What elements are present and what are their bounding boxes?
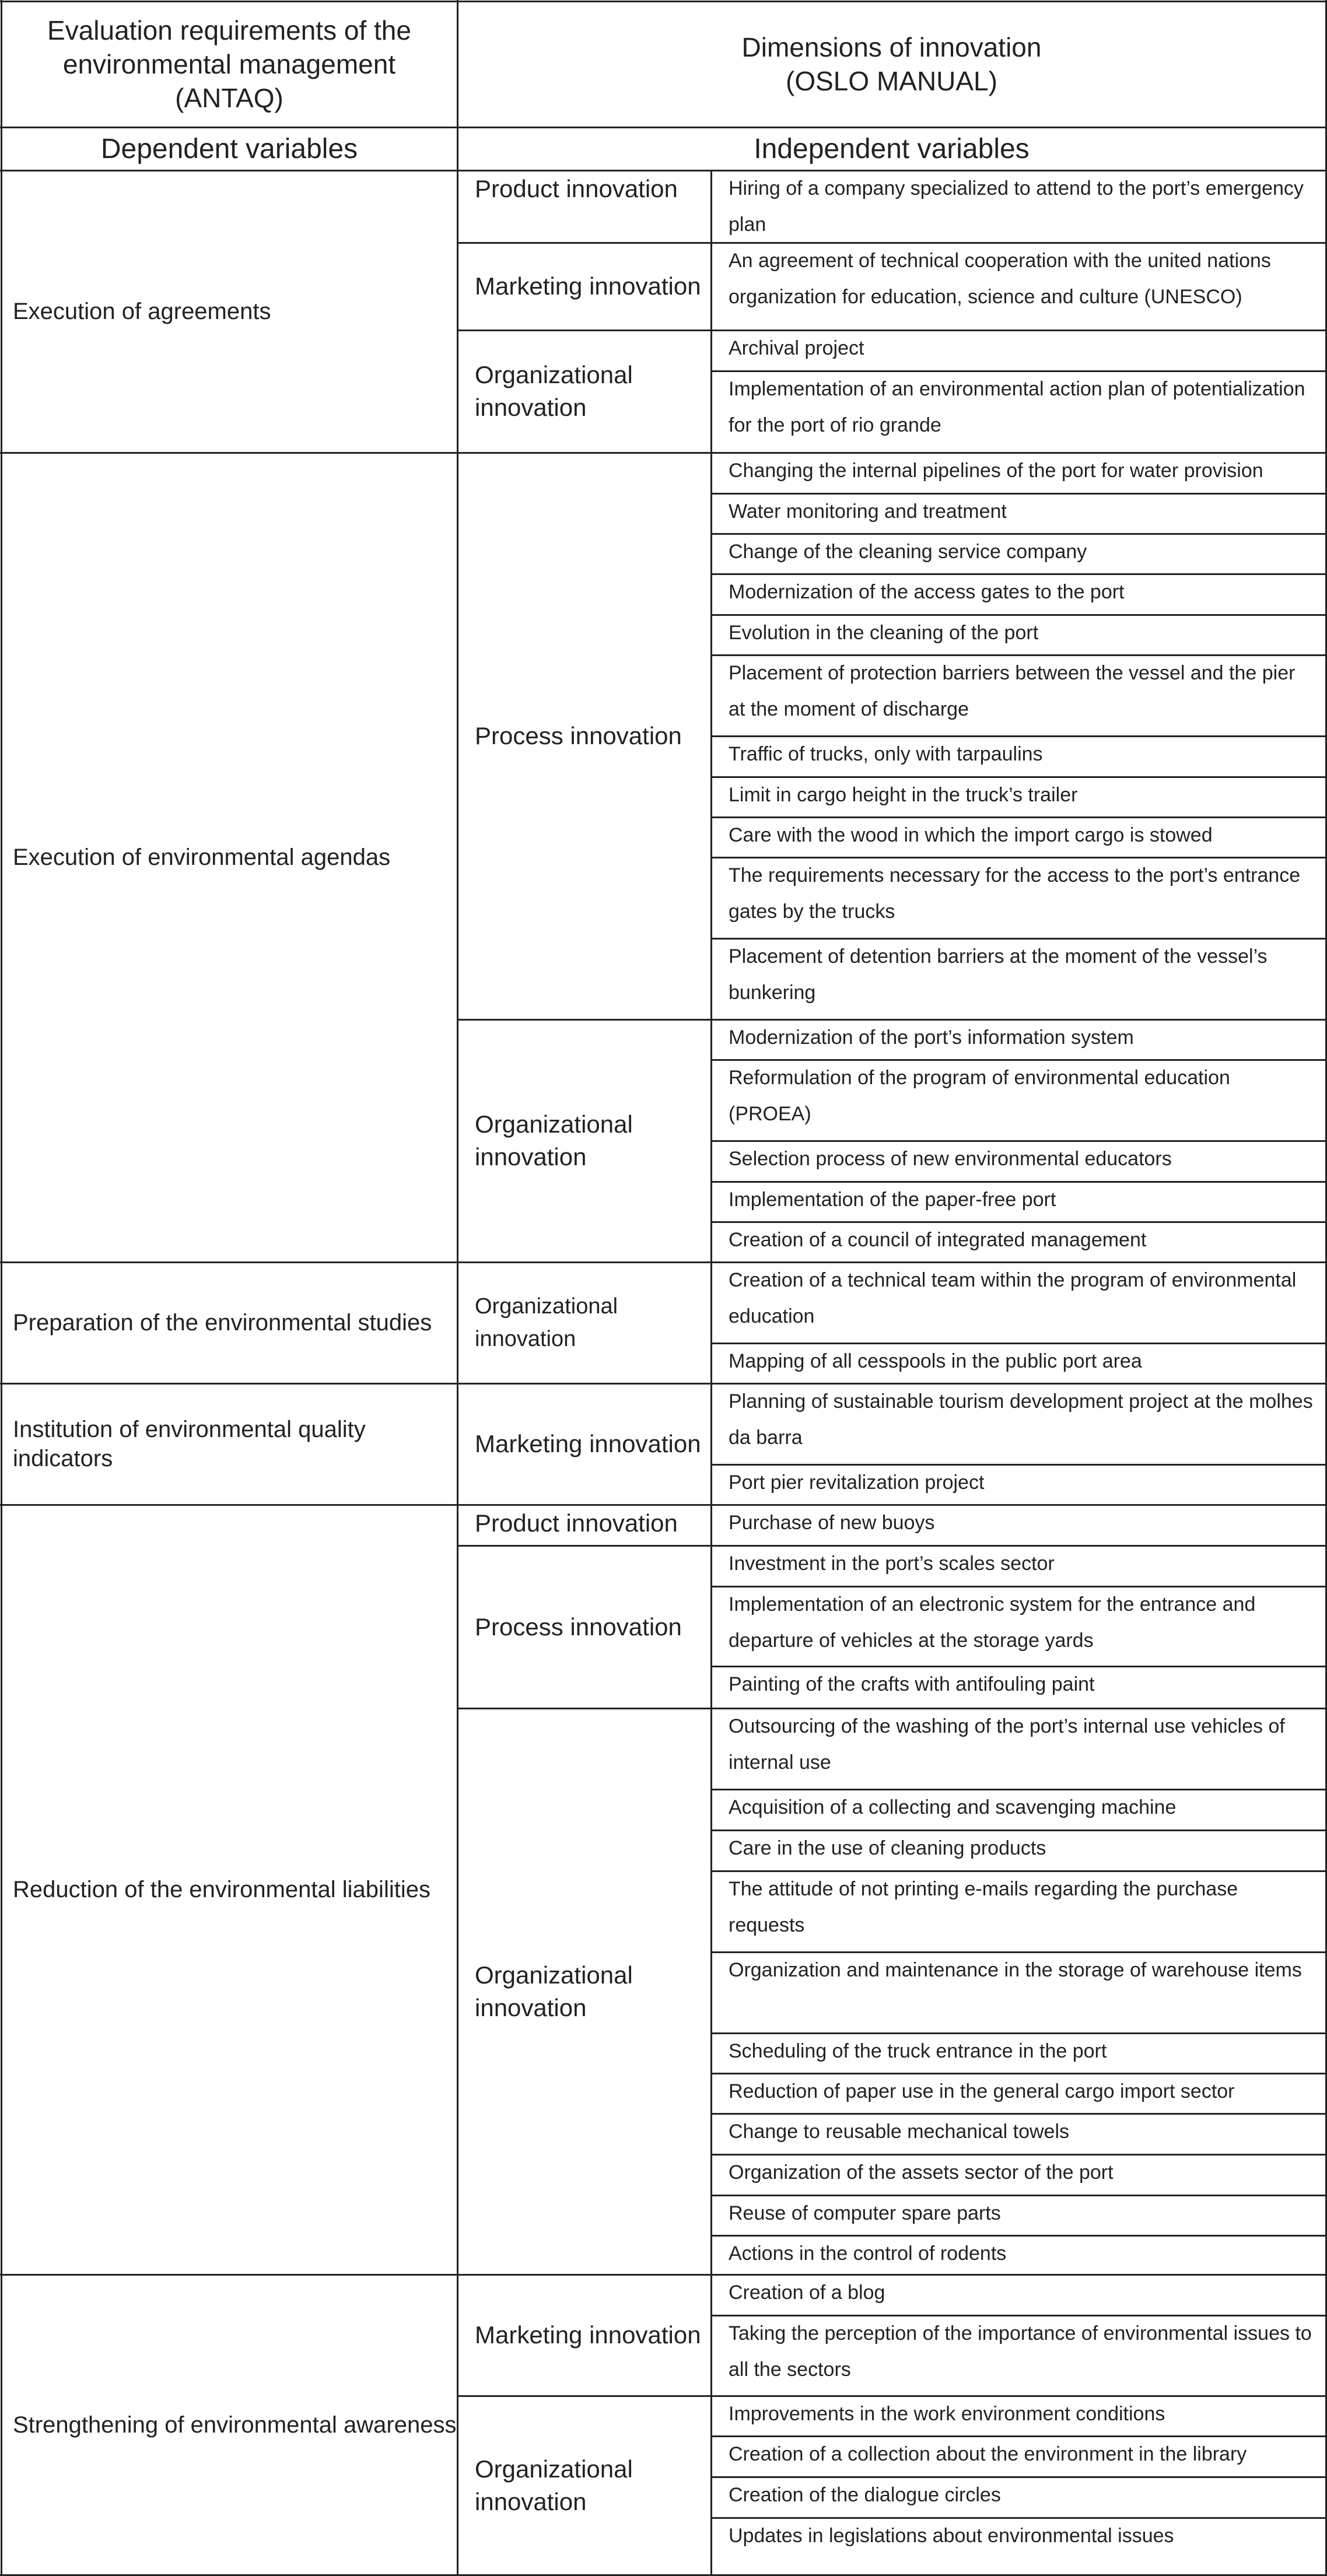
independent-variable-item: Modernization of the port’s information system — [729, 1026, 1134, 1049]
independent-variable-item: Placement of protection barriers between the vessel and the pier at the moment of discharge — [729, 662, 1296, 720]
dependent-variable: Preparation of the environmental studies — [13, 1310, 432, 1336]
innovation-dimension: Organizational innovation — [475, 1961, 633, 2021]
independent-variable-item: Creation of a technical team within the program of environmental education — [729, 1269, 1297, 1327]
dependent-variable: Strengthening of environmental awareness — [13, 2412, 457, 2438]
innovation-dimension: Product innovation — [475, 175, 678, 202]
innovation-dimension: Organizational innovation — [475, 361, 633, 421]
independent-variable-item: Change to reusable mechanical towels — [729, 2121, 1070, 2143]
dimensions-header — [457, 1, 1326, 127]
independent-variable-item: Improvements in the work environment conditions — [729, 2403, 1165, 2425]
independent-variable-item: Implementation of an electronic system for the entrance and departure of vehicles at the storage yards — [729, 1593, 1256, 1652]
independent-variable-item: Reformulation of the program of environmental education (PROEA) — [729, 1067, 1230, 1125]
independent-variable-item: Planning of sustainable tourism development project at the molhes da barra — [729, 1390, 1313, 1449]
independent-variables-header: Independent variables — [754, 133, 1030, 164]
independent-variable-item: Creation of a collection about the environment in the library — [729, 2443, 1247, 2465]
independent-variable-item: Modernization of the access gates to the port — [729, 581, 1125, 603]
independent-variable-item: Outsourcing of the washing of the port’s internal use vehicles of internal use — [729, 1715, 1285, 1774]
independent-variable-item: Updates in legislations about environmental issues — [729, 2525, 1174, 2547]
independent-variable-item: Change of the cleaning service company — [729, 541, 1087, 563]
innovation-dimension: Organizational innovation — [475, 1294, 618, 1351]
dependent-variable: Reduction of the environmental liabilities — [13, 1877, 430, 1902]
independent-variable-item: Port pier revitalization project — [729, 1471, 985, 1494]
innovation-dimension: Marketing innovation — [475, 272, 701, 300]
dependent-variable: Execution of environmental agendas — [13, 844, 391, 870]
independent-variable-item: Creation of a blog — [729, 2281, 885, 2304]
independent-variable-item: Hiring of a company specialized to attend to the port’s emergency plan — [729, 177, 1304, 236]
innovation-dimension: Process innovation — [475, 722, 682, 749]
independent-variable-item: Evolution in the cleaning of the port — [729, 622, 1039, 644]
independent-variable-item: Taking the perception of the importance of environmental issues to all the sectors — [729, 2322, 1312, 2381]
dependent-variables-header: Dependent variables — [100, 133, 358, 164]
independent-variable-item: Limit in cargo height in the truck’s trailer — [729, 784, 1078, 806]
independent-variable-item: Mapping of all cesspools in the public port area — [729, 1350, 1142, 1372]
independent-variable-item: Care in the use of cleaning products — [729, 1837, 1046, 1859]
independent-variable-item: Scheduling of the truck entrance in the port — [729, 2040, 1107, 2062]
independent-variable-item: Selection process of new environmental educators — [729, 1148, 1172, 1170]
dependent-variable: Execution of agreements — [13, 299, 271, 324]
independent-variable-item: An agreement of technical cooperation with the united nations organization for education, science and culture (UNESCO) — [729, 250, 1271, 308]
independent-variable-item: Implementation of an environmental action plan of potentialization for the port of rio grande — [729, 378, 1305, 436]
independent-variable-item: Painting of the crafts with antifouling paint — [729, 1673, 1095, 1695]
evaluation-header: Evaluation requirements of the environmental management (ANTAQ) — [47, 15, 411, 113]
independent-variable-item: Traffic of trucks, only with tarpaulins — [729, 743, 1043, 765]
independent-variable-item: Actions in the control of rodents — [729, 2242, 1007, 2265]
independent-variable-item: Implementation of the paper-free port — [729, 1189, 1056, 1211]
independent-variable-item: Reuse of computer spare parts — [729, 2202, 1001, 2224]
independent-variable-item: Investment in the port’s scales sector — [729, 1552, 1055, 1575]
innovation-dimension: Organizational innovation — [475, 1110, 633, 1170]
independent-variable-item: Archival project — [729, 337, 864, 359]
innovation-dimension: Marketing innovation — [475, 2321, 701, 2349]
independent-variable-item: Care with the wood in which the import cargo is stowed — [729, 824, 1213, 846]
innovation-dimension: Organizational innovation — [475, 2455, 633, 2515]
independent-variable-item: The attitude of not printing e-mails regarding the purchase requests — [729, 1878, 1238, 1936]
independent-variable-item: Water monitoring and treatment — [729, 500, 1007, 523]
independent-variable-item: Creation of a council of integrated management — [729, 1229, 1147, 1251]
innovation-dimension: Product innovation — [475, 1509, 678, 1537]
innovation-dimension: Marketing innovation — [475, 1430, 701, 1457]
independent-variable-item: Creation of the dialogue circles — [729, 2484, 1001, 2506]
independent-variable-item: Organization and maintenance in the storage of warehouse items — [729, 1959, 1302, 1981]
independent-variable-item: Reduction of paper use in the general cargo import sector — [729, 2080, 1235, 2102]
dimensions-title: Dimensions of innovation — [741, 32, 1042, 62]
independent-variable-item: Purchase of new buoys — [729, 1512, 935, 1534]
innovation-dimension: Process innovation — [475, 1613, 682, 1641]
independent-variable-item: The requirements necessary for the access to the port’s entrance gates by the trucks — [729, 864, 1301, 923]
independent-variable-item: Acquisition of a collecting and scavenging machine — [729, 1796, 1177, 1818]
dimensions-subtitle: (OSLO MANUAL) — [786, 66, 997, 96]
independent-variable-item: Organization of the assets sector of the port — [729, 2161, 1114, 2184]
independent-variable-item: Placement of detention barriers at the moment of the vessel’s bunkering — [729, 945, 1268, 1004]
independent-variable-item: Changing the internal pipelines of the port for water provision — [729, 460, 1263, 482]
dependent-variable: Institution of environmental quality indicators — [13, 1417, 366, 1471]
